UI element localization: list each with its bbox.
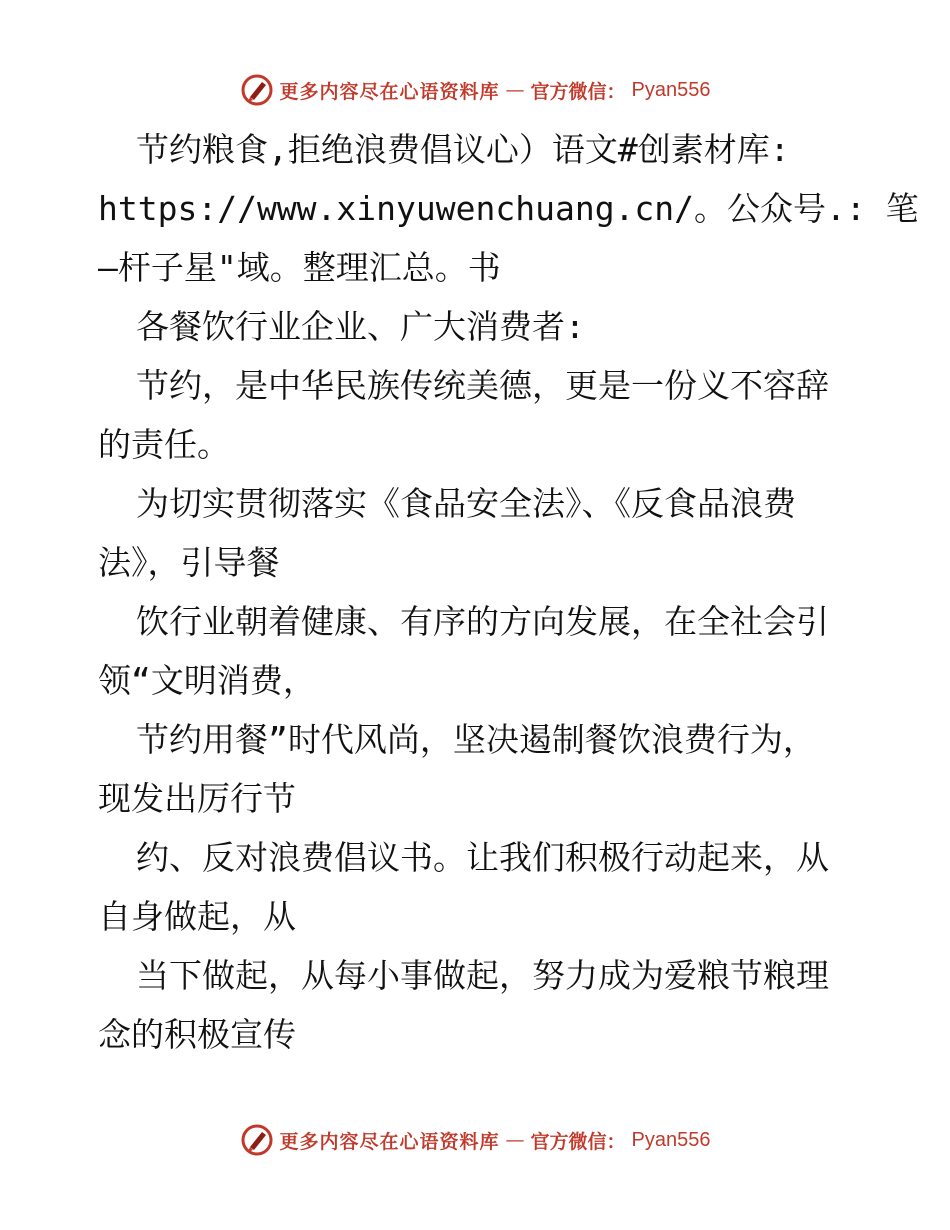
text-line: 为切实贯彻落实《食品安全法》、《反食品浪费 xyxy=(136,484,796,523)
banner-wechat-id: Pyan556 xyxy=(631,1128,711,1151)
banner-separator: — xyxy=(505,79,525,101)
banner-wechat-label: 官方微信： xyxy=(530,80,626,103)
text-line: https://www.xinyuwenchuang.cn/。公众号.: 笔 xyxy=(98,189,919,228)
document-body xyxy=(98,120,919,1064)
banner-wechat-label: 官方微信： xyxy=(530,1130,626,1153)
banner-title: 更多内容尽在心语资料库 xyxy=(279,80,500,103)
text-line: —杆子星"域。整理汇总。书 xyxy=(98,248,501,287)
text-line: 现发出厉行节 xyxy=(98,779,296,818)
footer-banner xyxy=(0,1120,950,1160)
header-banner xyxy=(0,70,950,110)
text-line: 饮行业朝着健康、有序的方向发展，在全社会引 xyxy=(136,602,829,641)
logo-icon xyxy=(240,73,274,107)
text-line: 法》，引导餐 xyxy=(98,543,280,582)
banner-title: 更多内容尽在心语资料库 xyxy=(279,1130,500,1153)
banner-separator: — xyxy=(505,1129,525,1151)
text-line: 念的积极宣传 xyxy=(98,1015,296,1054)
text-line: 节约粮食,拒绝浪费倡议心）语文#创素材库: xyxy=(136,130,790,169)
text-line: 领“文明消费， xyxy=(98,661,316,700)
text-line: 节约用餐”时代风尚，坚决遏制餐饮浪费行为， xyxy=(136,720,816,759)
text-line: 约、反对浪费倡议书。让我们积极行动起来，从 xyxy=(136,838,829,877)
banner-wechat-id: Pyan556 xyxy=(631,78,711,101)
logo-icon xyxy=(240,1123,274,1157)
text-line: 节约，是中华民族传统美德，更是一份义不容辞 xyxy=(136,366,829,405)
text-line: 的责任。 xyxy=(98,425,230,464)
text-line: 自身做起，从 xyxy=(98,897,296,936)
text-line: 各餐饮行业企业、广大消费者: xyxy=(136,307,585,346)
text-line: 当下做起，从每小事做起，努力成为爱粮节粮理 xyxy=(136,956,829,995)
